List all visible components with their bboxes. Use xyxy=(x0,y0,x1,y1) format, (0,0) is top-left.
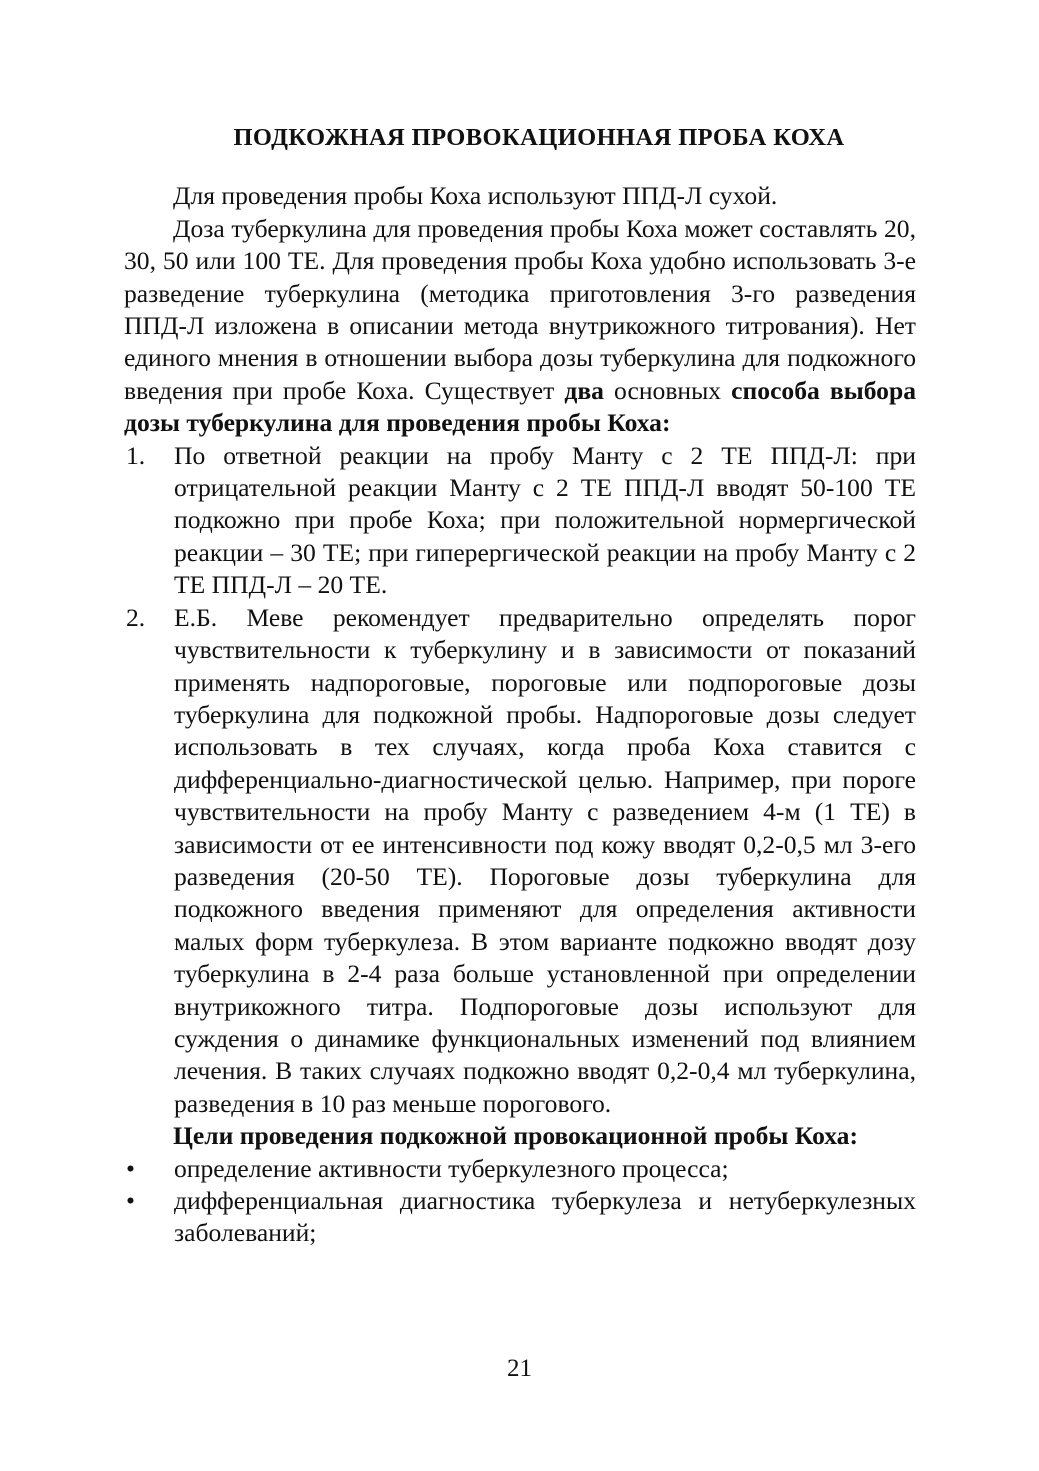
bold-method-heading: способа выбора дозы туберкулина для проведения пробы Коха: xyxy=(124,375,916,438)
list-item xyxy=(124,1185,916,1250)
bold-two: два xyxy=(564,375,604,405)
bullet-icon: • xyxy=(126,1153,135,1183)
list-item xyxy=(124,1153,916,1185)
goals-heading: Цели проведения подкожной провокационной пробы Коха: xyxy=(173,1121,859,1151)
list-item-text: дифференциальная диагностика туберкулеза и нетуберкулезных заболеваний; xyxy=(174,1186,916,1248)
list-item-text: определение активности туберкулезного процесса; xyxy=(174,1153,729,1183)
page-number: 21 xyxy=(507,1355,532,1382)
list-item-text: Е.Б. Меве рекомендует предварительно определять порог чувствительности к туберкулину и в зависимости от показаний применять надпороговые, пороговые или подпороговые дозы туберкулина для подкожной пробы. Надпороговые дозы следует использовать в тех случаях, когда проба Коха ставится с дифференциально-диагностической целью. Например, при пороге чувствительности на пробу Манту с разведением 4-м (1 ТЕ) в зависимости от ее интенсивности под кожу вводят 0,2-0,5 мл 3-его разведения (20-50 ТЕ). Пороговые дозы туберкулина для подкожного введения применяют для определения активности малых форм туберкулеза. В этом варианте подкожно вводят дозу туберкулина в 2-4 раза больше установленной при определении внутрикожного титра. Подпороговые дозы используют для суждения о динамике функциональных изменений под влиянием лечения. В таких случаях подкожно вводят 0,2-0,4 мл туберкулина, разведения в 10 раз меньше порогового. xyxy=(174,602,916,1118)
methods-list xyxy=(124,440,916,1121)
bullet-icon: • xyxy=(126,1186,135,1215)
list-item xyxy=(124,602,916,1121)
goals-list xyxy=(124,1153,916,1250)
paragraph-dose xyxy=(124,213,916,440)
paragraph-dose-mid: основных xyxy=(603,375,732,405)
list-item xyxy=(124,440,916,602)
document-page xyxy=(124,122,916,1250)
list-number: 2. xyxy=(126,602,146,632)
list-item-text: По ответной реакции на пробу Манту с 2 ТЕ ППД-Л: при отрицательной реакции Манту с 2 ТЕ ППД-Л вводят 50-100 ТЕ подкожно при пробе Коха; при положительной нормергической реакции – 30 ТЕ; при гиперергической реакции на пробу Манту с 2 ТЕ ППД-Л – 20 ТЕ. xyxy=(174,440,916,600)
paragraph-intro: Для проведения пробы Коха используют ППД-Л сухой. xyxy=(173,181,778,211)
page-title: ПОДКОЖНАЯ ПРОВОКАЦИОННАЯ ПРОБА КОХА xyxy=(233,124,845,151)
paragraph-dose-text: Доза туберкулина для проведения пробы Коха может составлять 20, 30, 50 или 100 ТЕ. Для проведения пробы Коха удобно использовать 3-е разведение туберкулина (методика приготовления 3-го разведения ППД-Л изложена в описании метода внутрикожного титрования). Нет единого мнения в отношении выбора дозы туберкулина для подкожного введения при пробе Коха. Существует xyxy=(124,213,916,405)
list-number: 1. xyxy=(126,440,146,470)
